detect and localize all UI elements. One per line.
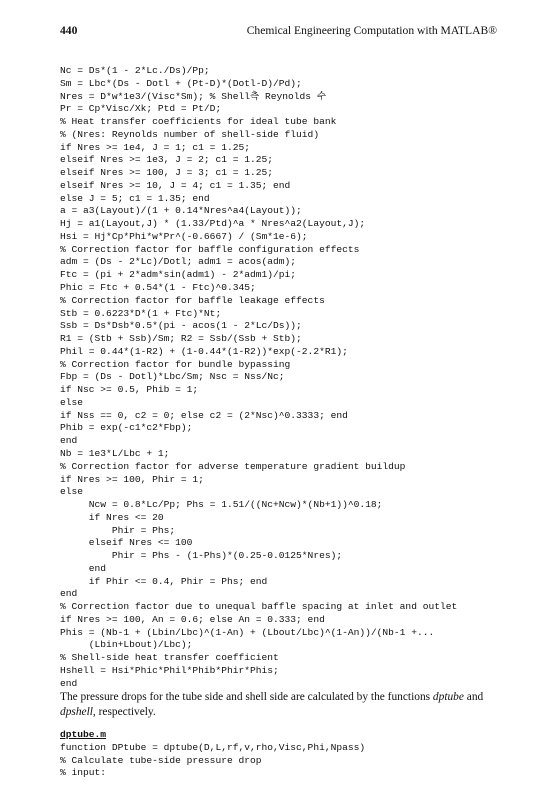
code-line: if Phir <= 0.4, Phir = Phs; end <box>60 575 268 587</box>
code-line: if Nss == 0, c2 = 0; else c2 = (2*Nsc)^0.3333; end <box>60 409 348 421</box>
code-line: end <box>60 435 78 447</box>
code-line: Ftc = (pi + 2*adm*sin(adm1) - 2*adm1)/pi; <box>60 269 297 281</box>
function-name-dptube: dptube <box>432 691 464 703</box>
code-line: Phib = exp(-c1*c2*Fbp); <box>60 422 193 434</box>
code-line: elseif Nres >= 100, J = 3; c1 = 1.25; <box>60 167 274 179</box>
page-header <box>60 24 497 44</box>
code-line: Nb = 1e3*L/Lbc + 1; <box>60 447 170 459</box>
code-line: Nc = Ds*(1 - 2*Lc./Ds)/Pp; <box>60 65 210 76</box>
code-comment-line: % Calculate tube-side pressure drop <box>60 754 262 766</box>
code-line: a = a3(Layout)/(1 + 0.14*Nres^a4(Layout)); <box>60 205 302 217</box>
code-line: R1 = (Stb + Ssb)/Sm; R2 = Ssb/(Ssb + Stb); <box>60 333 302 345</box>
code-line: elseif Nres >= 1e3, J = 2; c1 = 1.25; <box>60 154 274 166</box>
code-line: end <box>60 677 78 689</box>
code-line: Phir = Phs - (1-Phs)*(0.25-0.0125*Nres); <box>60 550 343 562</box>
code-line: if Nres >= 1e4, J = 1; c1 = 1.25; <box>60 141 250 153</box>
body-paragraph <box>60 690 500 720</box>
code-comment-line: % Correction factor for adverse temperature gradient buildup <box>60 460 406 472</box>
code-line: Hsi = Hj*Cp*Phi*w*Pr^(-0.6667) / (Sm*1e-6); <box>60 230 308 242</box>
code-listing-main <box>60 65 457 691</box>
code-line: end <box>60 562 107 574</box>
code-line: adm = (Ds - 2*Lc)/Dotl; adm1 = acos(adm); <box>60 256 297 268</box>
code-line: Stb = 0.6223*D*(1 + Ftc)*Nt; <box>60 307 222 319</box>
code-line: function DPtube = dptube(D,L,rf,v,rho,Visc,Phi,Npass) <box>60 741 366 753</box>
code-line: else J = 5; c1 = 1.35; end <box>60 192 210 204</box>
code-line: Fbp = (Ds - Dotl)*Lbc/Sm; Nsc = Nss/Nc; <box>60 371 285 383</box>
function-name-dpshell: dpshell <box>60 706 93 718</box>
code-comment-line: % Correction factor for bundle bypassing <box>60 358 291 370</box>
code-line: if Nres <= 20 <box>60 511 164 523</box>
code-line: else <box>60 486 84 498</box>
code-line: Sm = Lbc*(Ds - Dotl + (Pt-D)*(Dotl-D)/Pd); <box>60 77 302 89</box>
code-line: Ncw = 0.8*Lc/Pp; Phs = 1.51/((Nc+Ncw)*(Nb+1))^0.18; <box>60 499 383 511</box>
code-line: Hshell = Hsi*Phic*Phil*Phib*Phir*Phis; <box>60 664 279 676</box>
paragraph-text: The pressure drops for the tube side and shell side are calculated by the functions <box>60 691 433 703</box>
code-comment-line: % Shell-side heat transfer coefficient <box>60 652 279 664</box>
code-comment-line: % Heat transfer coefficients for ideal tube bank <box>60 116 337 128</box>
code-line: end <box>60 588 78 600</box>
code-line: if Nres >= 100, An = 0.6; else An = 0.333; end <box>60 613 325 625</box>
code-line: Phil = 0.44*(1-R2) + (1-0.44*(1-R2))*exp(-2.2*R1); <box>60 345 348 357</box>
code-line: Hj = a1(Layout,J) * (1.33/Ptd)^a * Nres^a2(Layout,J); <box>60 218 366 230</box>
code-line: Nres = D*w*1e3/(Visc*Sm); % Shell측 Reynolds 수 <box>60 90 327 102</box>
code-line: elseif Nres >= 10, J = 4; c1 = 1.35; end <box>60 179 291 191</box>
code-line: if Nres >= 100, Phir = 1; <box>60 473 204 485</box>
code-line: (Lbin+Lbout)/Lbc); <box>60 639 193 651</box>
code-line: else <box>60 396 84 408</box>
page-number: 440 <box>60 24 78 37</box>
code-line: Phir = Phs; <box>60 524 176 536</box>
code-comment-line: % input: <box>60 767 107 779</box>
paragraph-text: , respectively. <box>92 706 156 718</box>
code-line: if Nsc >= 0.5, Phib = 1; <box>60 384 199 396</box>
code-line: Phic = Ftc + 0.54*(1 - Ftc)^0.345; <box>60 282 256 294</box>
running-title: Chemical Engineering Computation with MATLAB® <box>246 24 497 37</box>
code-listing-dptube <box>60 729 365 780</box>
code-line: Phis = (Nb-1 + (Lbin/Lbc)^(1-An) + (Lbout/Lbc)^(1-An))/(Nb-1 +... <box>60 626 435 638</box>
code-comment-line: % Correction factor due to unequal baffle spacing at inlet and outlet <box>60 601 458 613</box>
paragraph-text: and <box>463 691 484 703</box>
code-comment-line: % (Nres: Reynolds number of shell-side fluid) <box>60 128 320 140</box>
code-file-name: dptube.m <box>60 729 107 740</box>
code-comment-line: % Correction factor for baffle configuration effects <box>60 243 360 255</box>
code-line: Pr = Cp*Visc/Xk; Ptd = Pt/D; <box>60 103 222 115</box>
code-line: Ssb = Ds*Dsb*0.5*(pi - acos(1 - 2*Lc/Ds)); <box>60 320 302 332</box>
code-line: elseif Nres <= 100 <box>60 537 193 549</box>
code-comment-line: % Correction factor for baffle leakage effects <box>60 294 325 306</box>
